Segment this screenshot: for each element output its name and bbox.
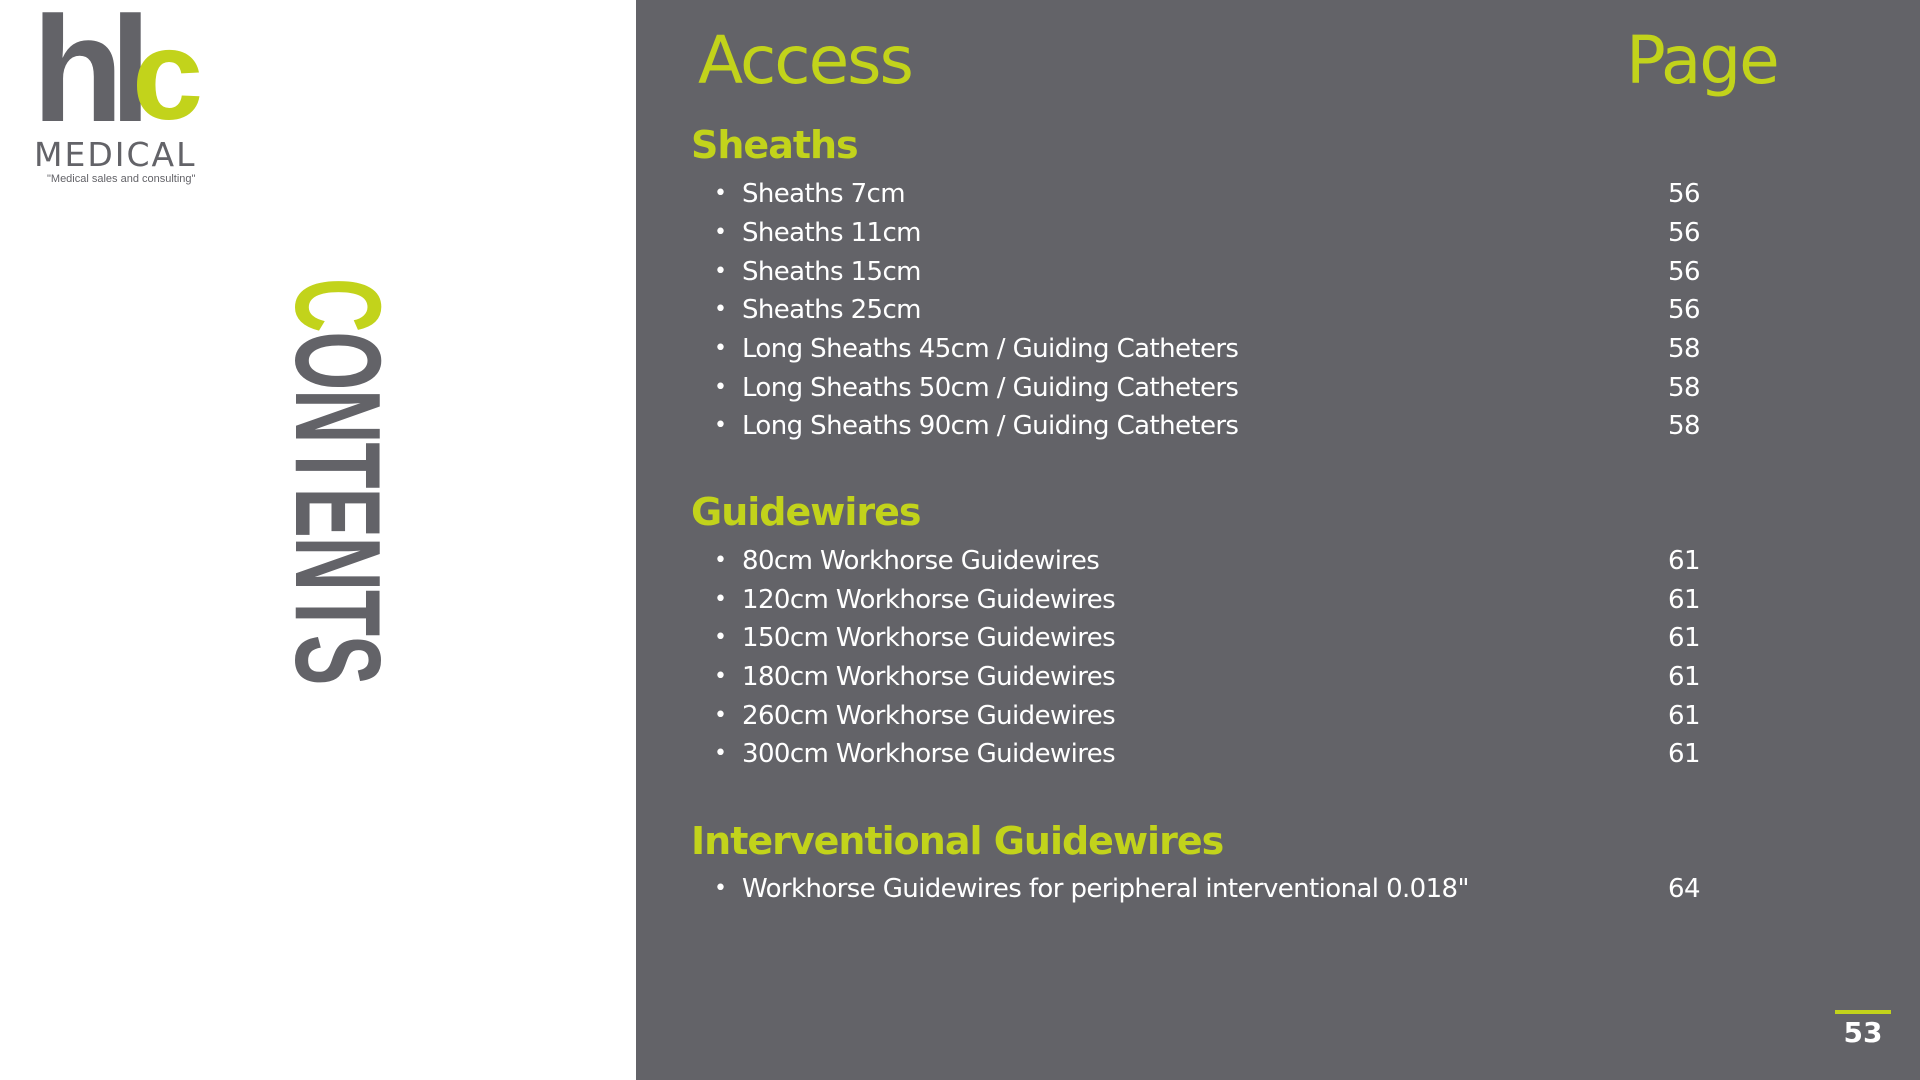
- bullet-icon: •: [714, 297, 727, 322]
- column-header-page: Page: [1626, 22, 1778, 99]
- toc-label: Long Sheaths 90cm / Guiding Catheters: [742, 411, 1239, 441]
- bullet-icon: •: [714, 259, 727, 284]
- contents-panel: [636, 0, 1920, 1080]
- toc-row[interactable]: [714, 871, 1864, 907]
- hlc-medical-logo: [32, 0, 222, 190]
- section-title-sheaths: Sheaths: [691, 123, 858, 167]
- toc-label: 150cm Workhorse Guidewires: [742, 623, 1116, 653]
- toc-page: 61: [1668, 739, 1700, 769]
- toc-page: 61: [1668, 662, 1700, 692]
- bullet-icon: •: [714, 548, 727, 573]
- bullet-icon: •: [714, 220, 727, 245]
- toc-label: 180cm Workhorse Guidewires: [742, 662, 1116, 692]
- toc-label: Long Sheaths 50cm / Guiding Catheters: [742, 373, 1239, 403]
- toc-page: 58: [1668, 334, 1700, 364]
- toc-page: 56: [1668, 295, 1700, 325]
- section-title-interventional-guidewires: Interventional Guidewires: [691, 819, 1224, 863]
- left-panel: [0, 0, 636, 1080]
- toc-row[interactable]: [714, 408, 1864, 444]
- bullet-icon: •: [714, 413, 727, 438]
- toc-page: 56: [1668, 179, 1700, 209]
- bullet-icon: •: [714, 336, 727, 361]
- toc-page: 61: [1668, 701, 1700, 731]
- page-number: 53: [1835, 1010, 1891, 1049]
- toc-row[interactable]: [714, 543, 1864, 579]
- logo-word-medical: MEDICAL: [34, 135, 197, 174]
- toc-row[interactable]: [714, 620, 1864, 656]
- toc-label: 300cm Workhorse Guidewires: [742, 739, 1116, 769]
- toc-label: Sheaths 15cm: [742, 257, 921, 287]
- toc-row[interactable]: [714, 698, 1864, 734]
- toc-page: 58: [1668, 411, 1700, 441]
- toc-page: 61: [1668, 585, 1700, 615]
- logo-tagline: "Medical sales and consulting": [47, 173, 196, 185]
- toc-page: 61: [1668, 546, 1700, 576]
- toc-label: Long Sheaths 45cm / Guiding Catheters: [742, 334, 1239, 364]
- toc-page: 56: [1668, 218, 1700, 248]
- logo-letters-hl: hl: [32, 0, 138, 153]
- toc-page: 56: [1668, 257, 1700, 287]
- toc-row[interactable]: [714, 176, 1864, 212]
- bullet-icon: •: [714, 587, 727, 612]
- toc-row[interactable]: [714, 331, 1864, 367]
- toc-label: 80cm Workhorse Guidewires: [742, 546, 1100, 576]
- bullet-icon: •: [714, 876, 727, 901]
- toc-label: Workhorse Guidewires for peripheral interventional 0.018": [742, 874, 1469, 904]
- toc-row[interactable]: [714, 659, 1864, 695]
- toc-row[interactable]: [714, 736, 1864, 772]
- bullet-icon: •: [714, 625, 727, 650]
- column-header-access: Access: [698, 22, 912, 99]
- toc-row[interactable]: [714, 254, 1864, 290]
- contents-first-letter: C: [270, 278, 406, 332]
- bullet-icon: •: [714, 375, 727, 400]
- section-title-guidewires: Guidewires: [691, 490, 921, 534]
- bullet-icon: •: [714, 181, 727, 206]
- toc-label: Sheaths 25cm: [742, 295, 921, 325]
- logo-letter-c: c: [132, 4, 204, 147]
- toc-page: 58: [1668, 373, 1700, 403]
- bullet-icon: •: [714, 741, 727, 766]
- contents-vertical-title: [270, 278, 406, 794]
- toc-row[interactable]: [714, 215, 1864, 251]
- toc-label: 120cm Workhorse Guidewires: [742, 585, 1116, 615]
- toc-label: Sheaths 7cm: [742, 179, 905, 209]
- toc-row[interactable]: [714, 582, 1864, 618]
- toc-page: 61: [1668, 623, 1700, 653]
- toc-label: 260cm Workhorse Guidewires: [742, 701, 1116, 731]
- bullet-icon: •: [714, 664, 727, 689]
- toc-row[interactable]: [714, 370, 1864, 406]
- contents-rest-letters: ONTENTS: [270, 331, 406, 685]
- bullet-icon: •: [714, 703, 727, 728]
- toc-row[interactable]: [714, 292, 1864, 328]
- toc-label: Sheaths 11cm: [742, 218, 921, 248]
- toc-page: 64: [1668, 874, 1700, 904]
